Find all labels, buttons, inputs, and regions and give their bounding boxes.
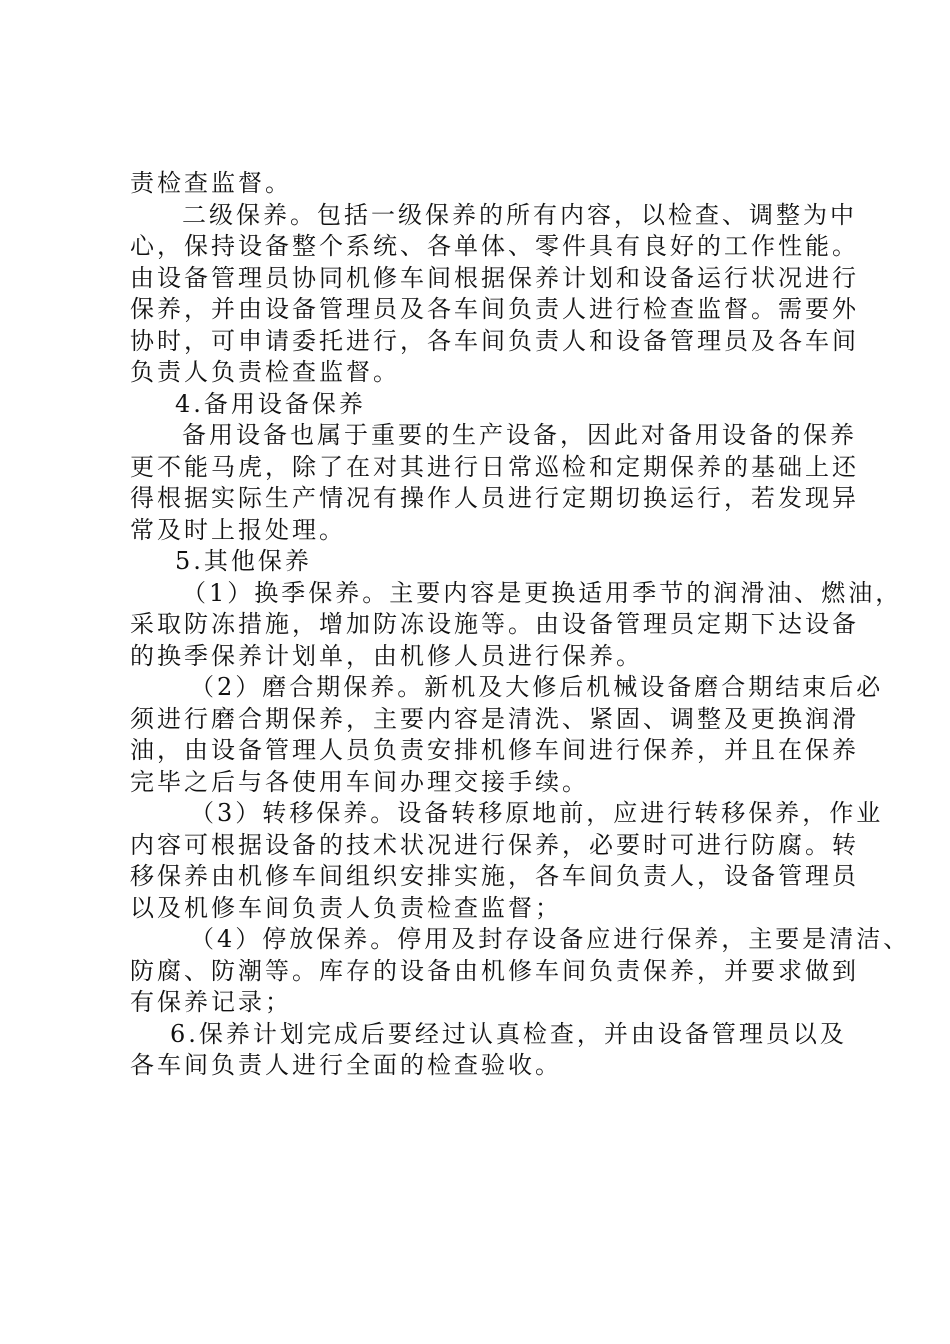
text-line: 有保养记录； <box>130 988 292 1016</box>
paragraph-first-line: （1）换季保养。主要内容是更换适用季节的润滑油、燃油， <box>182 578 903 607</box>
text-line: 的换季保养计划单，由机修人员进行保养。 <box>130 641 643 670</box>
paragraph-first-line: （4）停放保养。停用及封存设备应进行保养，主要是清洁、 <box>190 925 911 953</box>
text-line: 油，由设备管理人员负责安排机修车间进行保养，并且在保养 <box>130 736 859 764</box>
text-line: 各车间负责人进行全面的检查验收。 <box>130 1051 562 1079</box>
text-line: 更不能马虎，除了在对其进行日常巡检和定期保养的基础上还 <box>130 452 859 481</box>
paragraph-first-line: 备用设备也属于重要的生产设备，因此对备用设备的保养 <box>182 421 857 449</box>
text-line: 须进行磨合期保养，主要内容是清洗、紧固、调整及更换润滑 <box>130 704 859 733</box>
section-heading: 4.备用设备保养 <box>175 389 366 418</box>
text-line: 常及时上报处理。 <box>130 515 346 544</box>
text-line: 移保养由机修车间组织安排实施，各车间负责人，设备管理员 <box>130 862 859 890</box>
text-line: 以及机修车间负责人负责检查监督； <box>130 893 562 922</box>
paragraph-first-line: （3）转移保养。设备转移原地前，应进行转移保养，作业 <box>190 799 884 827</box>
text-line: 负责人负责检查监督。 <box>130 358 400 386</box>
text-line: 完毕之后与各使用车间办理交接手续。 <box>130 767 589 796</box>
section-heading: 5.其他保养 <box>175 547 312 575</box>
document-body <box>130 168 911 1082</box>
text-line: 内容可根据设备的技术状况进行保养，必要时可进行防腐。转 <box>130 830 859 859</box>
text-line: 协时，可申请委托进行，各车间负责人和设备管理员及各车间 <box>130 326 859 355</box>
text-line: 心，保持设备整个系统、各单体、零件具有良好的工作性能。 <box>130 232 859 260</box>
text-line: 保养，并由设备管理员及各车间负责人进行检查监督。需要外 <box>130 295 859 323</box>
text-line: 责检查监督。 <box>130 169 292 197</box>
text-line: 由设备管理员协同机修车间根据保养计划和设备运行状况进行 <box>130 263 859 292</box>
paragraph-first-line: 二级保养。包括一级保养的所有内容，以检查、调整为中 <box>182 200 857 229</box>
paragraph-first-line: （2）磨合期保养。新机及大修后机械设备磨合期结束后必 <box>190 673 884 701</box>
text-line: 采取防冻措施，增加防冻设施等。由设备管理员定期下达设备 <box>130 610 859 638</box>
text-line: 得根据实际生产情况有操作人员进行定期切换运行，若发现异 <box>130 484 859 512</box>
paragraph-first-line: 6.保养计划完成后要经过认真检查，并由设备管理员以及 <box>170 1019 847 1048</box>
text-line: 防腐、防潮等。库存的设备由机修车间负责保养，并要求做到 <box>130 956 859 985</box>
